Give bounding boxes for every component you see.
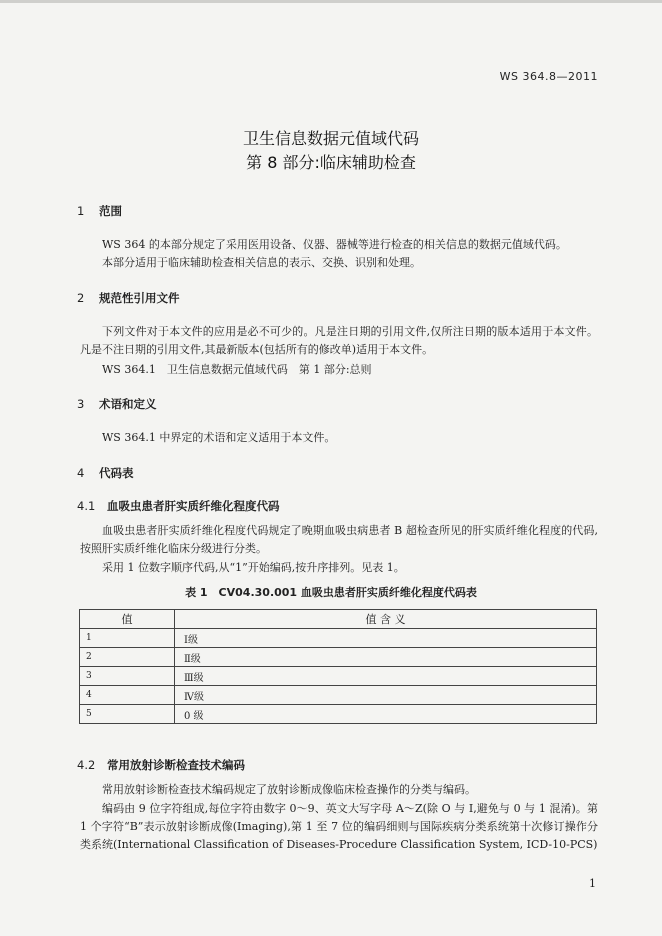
paragraph: 下列文件对于本文件的应用是必不可少的。凡是注日期的引用文件,仅所注日期的版本适用于本文件。凡是不注日期的引用文件,其最新版本(包括所有的修改单)适用于本文件。 xyxy=(80,325,598,356)
paragraph: 采用 1 位数字顺序代码,从“1”开始编码,按升序排列。见表 1。 xyxy=(102,561,405,574)
code-meaning: Ⅳ级 xyxy=(175,686,597,705)
table-row xyxy=(80,686,597,705)
section-heading-3 xyxy=(77,396,157,412)
page-number: 1 xyxy=(589,877,596,890)
section-title: 常用放射诊断检查技术编码 xyxy=(107,758,245,772)
section-heading-4-1 xyxy=(77,498,280,514)
section-heading-4 xyxy=(77,465,134,481)
column-header-meaning: 值 含 义 xyxy=(175,610,597,629)
section-title: 规范性引用文件 xyxy=(99,291,180,305)
code-meaning: 0 级 xyxy=(175,705,597,724)
paragraph: 血吸虫患者肝实质纤维化程度代码规定了晚期血吸虫病患者 B 超检查所见的肝实质纤维化程度的代码,按照肝实质纤维化临床分级进行分类。 xyxy=(80,524,598,555)
scan-edge xyxy=(0,0,662,3)
code-meaning: Ⅰ级 xyxy=(175,629,597,648)
section-title: 代码表 xyxy=(99,466,134,480)
paragraph: WS 364 的本部分规定了采用医用设备、仪器、器械等进行检查的相关信息的数据元值域代码。 xyxy=(102,238,567,251)
section-title: 范围 xyxy=(99,204,122,218)
section-number: 4 xyxy=(77,466,85,480)
code-value: 2 xyxy=(80,648,175,667)
table-row xyxy=(80,648,597,667)
standard-number: WS 364.8—2011 xyxy=(499,70,598,83)
section-number: 2 xyxy=(77,291,85,305)
table-row xyxy=(80,705,597,724)
code-meaning: Ⅲ级 xyxy=(175,667,597,686)
code-table xyxy=(79,609,597,724)
code-value: 1 xyxy=(80,629,175,648)
section-number: 1 xyxy=(77,204,85,218)
section-heading-1 xyxy=(77,203,122,219)
document-subtitle: 第 8 部分:临床辅助检查 xyxy=(246,153,416,172)
table-header-row xyxy=(80,610,597,629)
table-caption: 表 1 CV04.30.001 血吸虫患者肝实质纤维化程度代码表 xyxy=(185,586,477,599)
table-row xyxy=(80,629,597,648)
paragraph: 本部分适用于临床辅助检查相关信息的表示、交换、识别和处理。 xyxy=(102,256,421,269)
paragraph: WS 364.1 中界定的术语和定义适用于本文件。 xyxy=(102,431,336,444)
code-value: 4 xyxy=(80,686,175,705)
paragraph: 编码由 9 位字符组成,每位字符由数字 0～9、英文大写字母 A～Z(除 O 与 I,避免与 0 与 1 混淆)。第 1 个字符“B”表示放射诊断成像(Imaging),第 1 至 7 位的编码细则与国际疾病分类系统第十次修订操作分类系统(International Classification of Diseases-Procedure Classification System, ICD-10-PCS) xyxy=(80,802,598,851)
document-title: 卫生信息数据元值域代码 xyxy=(242,129,419,148)
paragraph: 常用放射诊断检查技术编码规定了放射诊断成像临床检查操作的分类与编码。 xyxy=(102,783,476,796)
section-title: 术语和定义 xyxy=(99,397,157,411)
code-meaning: Ⅱ级 xyxy=(175,648,597,667)
section-heading-2 xyxy=(77,290,180,306)
code-value: 3 xyxy=(80,667,175,686)
column-header-value: 值 xyxy=(80,610,175,629)
section-number: 4.1 xyxy=(77,499,96,513)
section-number: 4.2 xyxy=(77,758,96,772)
code-value: 5 xyxy=(80,705,175,724)
normative-reference: WS 364.1 卫生信息数据元值域代码 第 1 部分:总则 xyxy=(102,363,372,376)
section-number: 3 xyxy=(77,397,85,411)
section-heading-4-2 xyxy=(77,757,245,773)
section-title: 血吸虫患者肝实质纤维化程度代码 xyxy=(107,499,280,513)
table-row xyxy=(80,667,597,686)
